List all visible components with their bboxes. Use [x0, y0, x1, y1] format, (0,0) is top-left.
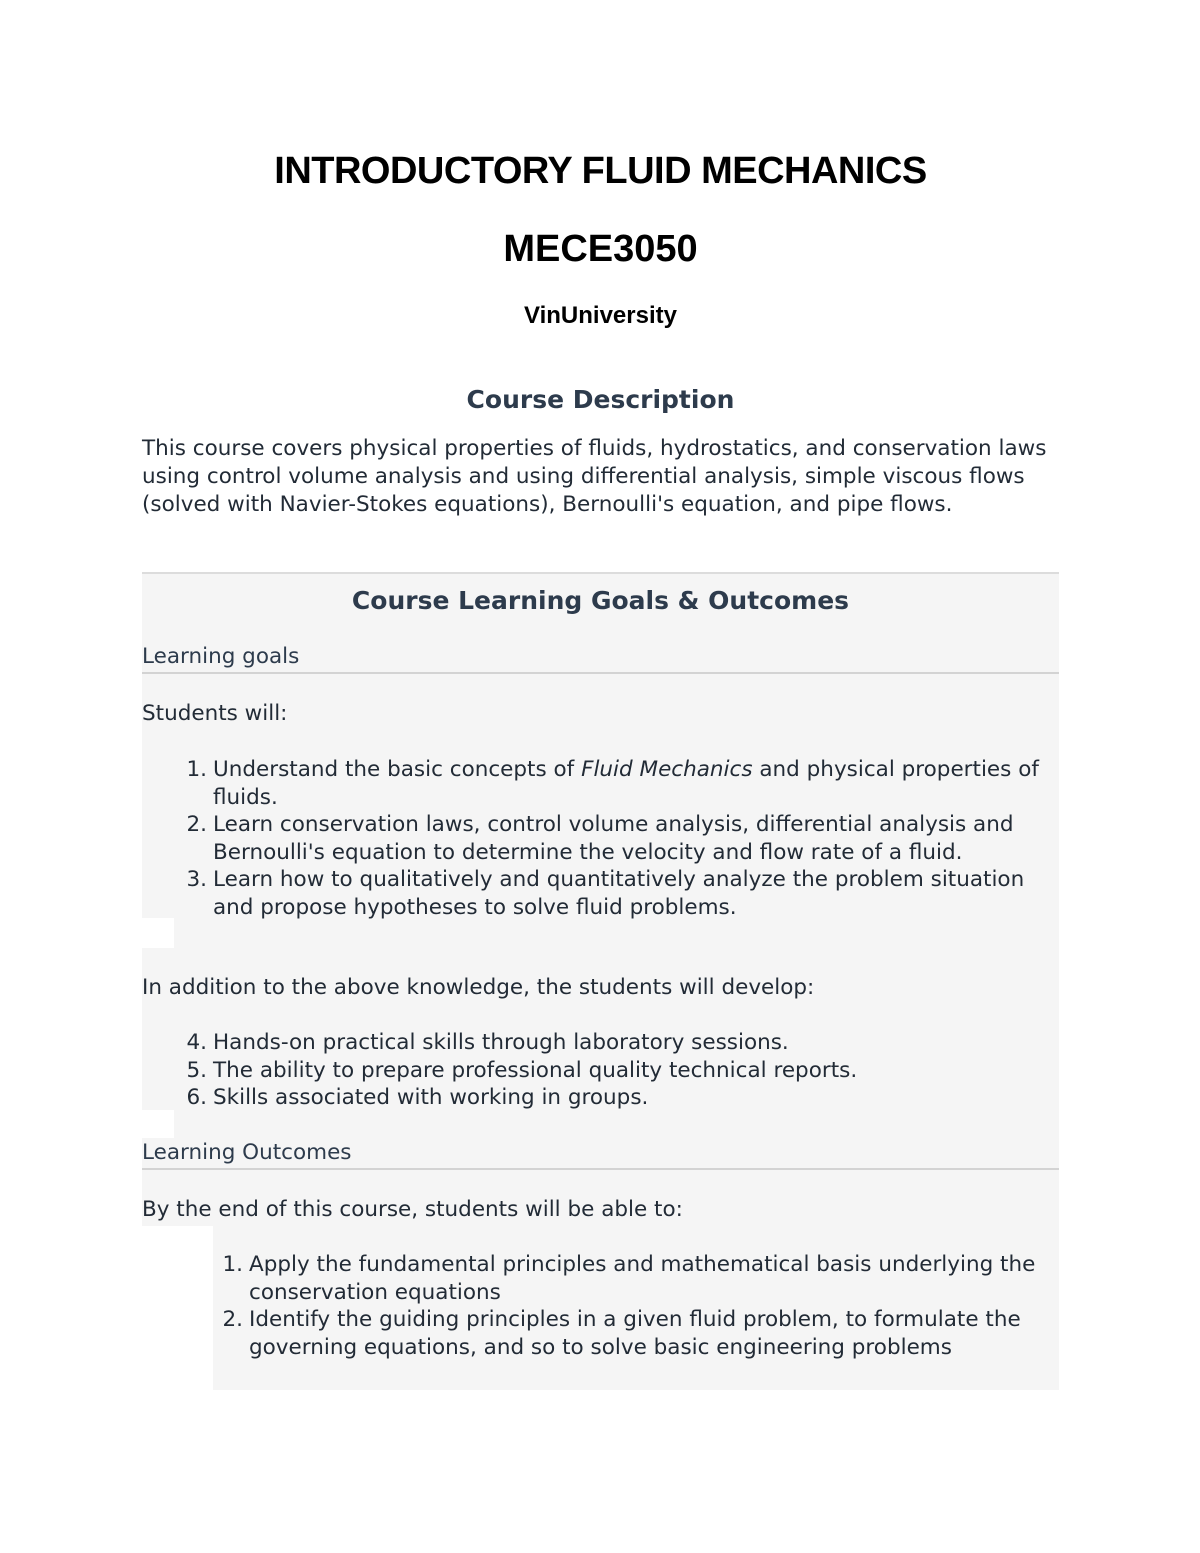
list-item [186, 1084, 1053, 1112]
item-text: Hands-on practical skills through laboratory sessions. [213, 1030, 789, 1055]
outcomes-intro: By the end of this course, students will be able to: [142, 1197, 683, 1222]
list-item [186, 866, 1053, 921]
item-text: The ability to prepare professional quality technical reports. [213, 1057, 858, 1083]
item-number: 6. [186, 1085, 207, 1110]
learning-goals-subheading: Learning goals [142, 643, 1059, 674]
background-notch [142, 1226, 213, 1390]
list-item [222, 1306, 1059, 1361]
develop-intro: In addition to the above knowledge, the students will develop: [142, 975, 815, 1000]
description-text: This course covers physical properties of fluids, hydrostatics, and conservation laws using control volume analysis and using differential analysis, simple viscous flows (solved with Navier-Stokes equations), Bernoulli's equation, and pipe flows. [142, 436, 1047, 517]
learning-outcomes-subheading: Learning Outcomes [142, 1139, 1059, 1170]
list-item [186, 1029, 1053, 1057]
item-text: Learn conservation laws, control volume analysis, differential analysis and Bernoulli's equation to determine the velocity and flow rate of a fluid. [213, 812, 1014, 865]
course-code: MECE3050 [503, 228, 698, 270]
background-notch [142, 918, 174, 948]
list-item [186, 756, 1053, 811]
item-number: 3. [186, 867, 207, 892]
item-text-pre: Understand the basic concepts of [213, 757, 582, 782]
item-text: Skills associated with working in groups. [213, 1085, 649, 1110]
item-number: 1. [186, 757, 207, 782]
item-text: Identify the guiding principles in a given fluid problem, to formulate the governing equations, and so to solve basic engineering problems [249, 1307, 1021, 1360]
course-title: INTRODUCTORY FLUID MECHANICS [274, 150, 927, 192]
item-number: 4. [186, 1030, 207, 1055]
item-text: Learn how to qualitatively and quantitatively analyze the problem situation and propose hypotheses to solve fluid problems. [213, 867, 1025, 920]
background-notch [142, 1110, 174, 1138]
description-heading: Course Description [466, 385, 735, 414]
outcomes-heading: Course Learning Goals & Outcomes [351, 586, 850, 615]
outcomes-list [222, 1251, 1059, 1361]
item-number: 2. [222, 1307, 243, 1332]
item-text: Apply the fundamental principles and mathematical basis underlying the conservation equations [249, 1252, 1036, 1305]
item-number: 1. [222, 1252, 243, 1277]
item-text-emphasis: Fluid Mechanics [581, 757, 753, 782]
item-text-post: and physical properties of fluids. [213, 757, 1039, 810]
goals-intro: Students will: [142, 701, 288, 726]
goals-list [186, 756, 1053, 921]
list-item [186, 811, 1053, 866]
develop-list [186, 1029, 1053, 1112]
item-number: 2. [186, 812, 207, 837]
list-item [222, 1251, 1059, 1306]
university-name: VinUniversity [524, 302, 677, 329]
item-number: 5. [186, 1057, 207, 1083]
list-item [186, 1057, 1053, 1085]
